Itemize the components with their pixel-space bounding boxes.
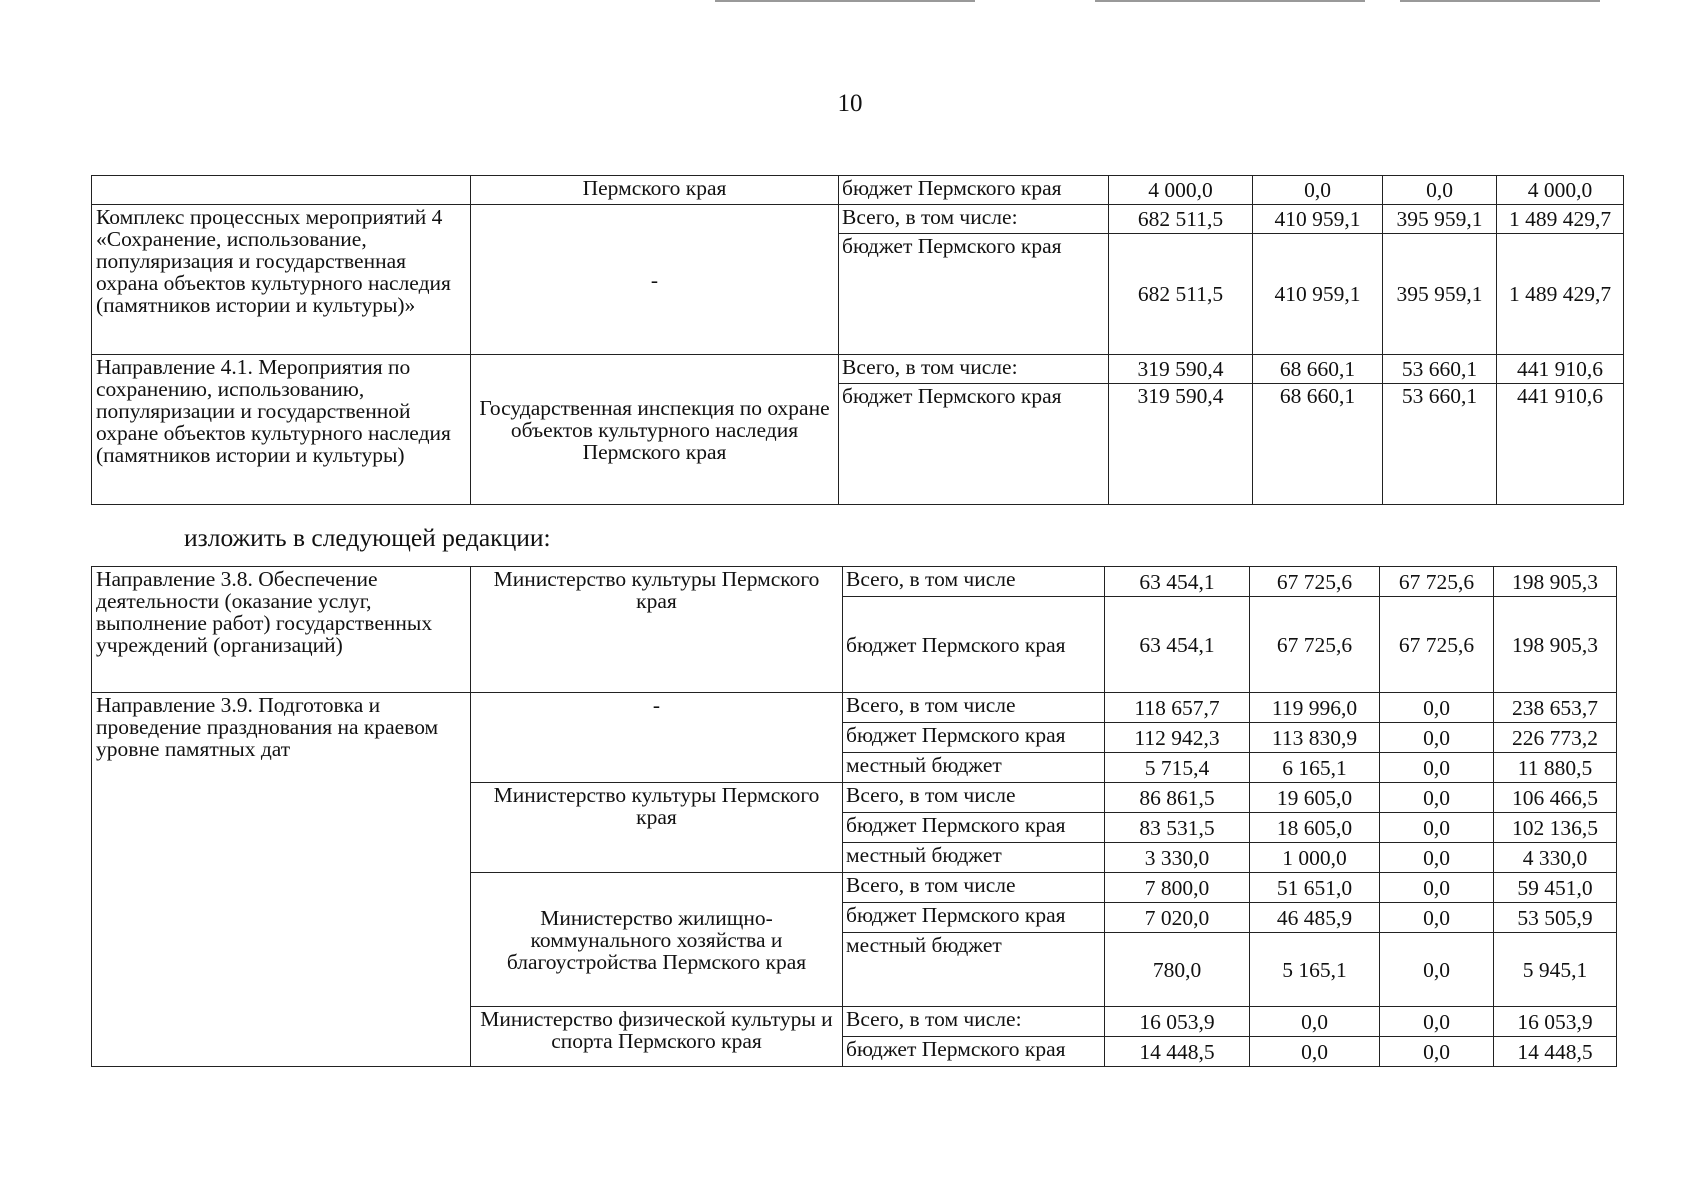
value-cell: 63 454,1 [1105,597,1250,693]
total-cell: 11 880,5 [1494,753,1617,783]
value-cell: 682 511,5 [1109,234,1253,355]
value-cell: 410 959,1 [1253,234,1383,355]
source-cell: местный бюджет [843,843,1105,873]
page-number: 10 [837,90,863,117]
value-cell: 7 800,0 [1105,873,1250,903]
source-cell: Всего, в том числе: [843,1007,1105,1037]
top-border-fragment [715,0,975,2]
program-cell: Комплекс процессных мероприятий 4 «Сохранение, использование, популяризация и государственная охрана объектов культурного наследия (памятников истории и культуры)» [92,205,471,355]
value-cell: 0,0 [1380,693,1494,723]
value-cell: 319 590,4 [1109,384,1253,505]
table-row [92,355,1624,384]
executor-cell: Министерство культуры Пермского края [471,567,843,693]
value-cell: 86 861,5 [1105,783,1250,813]
value-cell: 6 165,1 [1250,753,1380,783]
source-cell: бюджет Пермского края [843,723,1105,753]
value-cell: 118 657,7 [1105,693,1250,723]
value-cell: 16 053,9 [1105,1007,1250,1037]
program-cell [92,176,471,205]
value-cell: 5 715,4 [1105,753,1250,783]
source-cell: бюджет Пермского края [843,903,1105,933]
value-cell: 0,0 [1380,1037,1494,1067]
source-cell: бюджет Пермского края [843,1037,1105,1067]
value-cell: 119 996,0 [1250,693,1380,723]
table-row [92,693,1617,723]
source-cell: Всего, в том числе [843,567,1105,597]
total-cell: 16 053,9 [1494,1007,1617,1037]
source-cell: Всего, в том числе: [839,355,1109,384]
total-cell: 1 489 429,7 [1497,205,1624,234]
value-cell: 0,0 [1380,783,1494,813]
total-cell: 5 945,1 [1494,933,1617,1007]
value-cell: 46 485,9 [1250,903,1380,933]
value-cell: 7 020,0 [1105,903,1250,933]
executor-cell: Пермского края [471,176,839,205]
total-cell: 198 905,3 [1494,597,1617,693]
total-cell: 102 136,5 [1494,813,1617,843]
value-cell: 68 660,1 [1253,384,1383,505]
value-cell: 0,0 [1380,933,1494,1007]
total-cell: 226 773,2 [1494,723,1617,753]
value-cell: 18 605,0 [1250,813,1380,843]
value-cell: 112 942,3 [1105,723,1250,753]
value-cell: 0,0 [1380,843,1494,873]
total-cell: 238 653,7 [1494,693,1617,723]
budget-table-original [91,175,1624,505]
value-cell: 410 959,1 [1253,205,1383,234]
total-cell: 4 330,0 [1494,843,1617,873]
value-cell: 319 590,4 [1109,355,1253,384]
value-cell: 67 725,6 [1380,567,1494,597]
value-cell: 682 511,5 [1109,205,1253,234]
value-cell: 67 725,6 [1250,567,1380,597]
budget-table-new [91,566,1617,1067]
table-row [92,567,1617,597]
value-cell: 63 454,1 [1105,567,1250,597]
value-cell: 53 660,1 [1383,355,1497,384]
source-cell: бюджет Пермского края [839,234,1109,355]
source-cell: Всего, в том числе [843,783,1105,813]
program-cell: Направление 3.8. Обеспечение деятельности (оказание услуг, выполнение работ) государственных учреждений (организаций) [92,567,471,693]
total-cell: 59 451,0 [1494,873,1617,903]
value-cell: 113 830,9 [1250,723,1380,753]
section-instruction: изложить в следующей редакции: [184,523,551,552]
value-cell: 5 165,1 [1250,933,1380,1007]
value-cell: 67 725,6 [1250,597,1380,693]
source-cell: бюджет Пермского края [843,597,1105,693]
value-cell: 1 000,0 [1250,843,1380,873]
value-cell: 4 000,0 [1109,176,1253,205]
value-cell: 19 605,0 [1250,783,1380,813]
source-cell: бюджет Пермского края [839,384,1109,505]
source-cell: Всего, в том числе [843,873,1105,903]
total-cell: 441 910,6 [1497,384,1624,505]
value-cell: 67 725,6 [1380,597,1494,693]
source-cell: местный бюджет [843,933,1105,1007]
value-cell: 0,0 [1380,1007,1494,1037]
program-cell: Направление 4.1. Мероприятия по сохранению, использованию, популяризации и государственной охране объектов культурного наследия (памятников истории и культуры) [92,355,471,505]
executor-cell: Государственная инспекция по охране объектов культурного наследия Пермского края [471,355,839,505]
source-cell: бюджет Пермского края [839,176,1109,205]
value-cell: 395 959,1 [1383,234,1497,355]
value-cell: 0,0 [1383,176,1497,205]
total-cell: 4 000,0 [1497,176,1624,205]
value-cell: 0,0 [1250,1037,1380,1067]
total-cell: 53 505,9 [1494,903,1617,933]
source-cell: Всего, в том числе [843,693,1105,723]
total-cell: 1 489 429,7 [1497,234,1624,355]
value-cell: 0,0 [1253,176,1383,205]
executor-cell: Министерство культуры Пермского края [471,783,843,873]
executor-cell: Министерство жилищно-коммунального хозяйства и благоустройства Пермского края [471,873,843,1007]
value-cell: 0,0 [1380,873,1494,903]
source-cell: Всего, в том числе: [839,205,1109,234]
value-cell: 0,0 [1380,753,1494,783]
top-border-fragment [1095,0,1365,2]
table-row [92,205,1624,234]
value-cell: 53 660,1 [1383,384,1497,505]
program-cell: Направление 3.9. Подготовка и проведение празднования на краевом уровне памятных дат [92,693,471,1067]
total-cell: 106 466,5 [1494,783,1617,813]
value-cell: 395 959,1 [1383,205,1497,234]
value-cell: 3 330,0 [1105,843,1250,873]
value-cell: 68 660,1 [1253,355,1383,384]
value-cell: 51 651,0 [1250,873,1380,903]
value-cell: 0,0 [1380,723,1494,753]
value-cell: 0,0 [1250,1007,1380,1037]
value-cell: 83 531,5 [1105,813,1250,843]
value-cell: 0,0 [1380,813,1494,843]
value-cell: 780,0 [1105,933,1250,1007]
value-cell: 14 448,5 [1105,1037,1250,1067]
total-cell: 441 910,6 [1497,355,1624,384]
value-cell: 0,0 [1380,903,1494,933]
source-cell: бюджет Пермского края [843,813,1105,843]
total-cell: 198 905,3 [1494,567,1617,597]
total-cell: 14 448,5 [1494,1037,1617,1067]
executor-cell: - [471,693,843,783]
executor-cell: - [471,205,839,355]
source-cell: местный бюджет [843,753,1105,783]
top-border-fragment [1400,0,1600,2]
executor-cell: Министерство физической культуры и спорта Пермского края [471,1007,843,1067]
table-row [92,176,1624,205]
